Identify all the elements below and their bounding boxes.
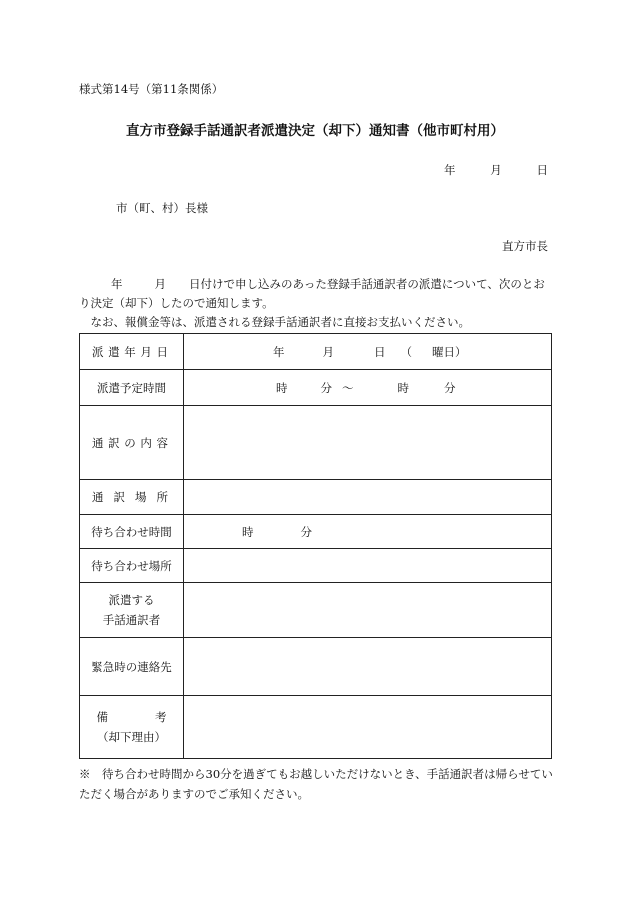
date-year: 年 <box>444 163 456 177</box>
row-meeting-time <box>80 515 552 549</box>
emergency-contact-value[interactable] <box>184 638 552 696</box>
place-value[interactable] <box>184 480 552 515</box>
row-interpreter <box>80 583 552 638</box>
dispatch-date-weekday-open: （ <box>400 344 412 359</box>
interpreter-label-line1: 派遣する <box>108 593 155 607</box>
body-paragraph-1-text: 日付けで申し込みのあった登録手話通訳者の派遣について、次のとおり決定（却下）したので通知します。 <box>79 277 545 310</box>
meeting-time-value[interactable] <box>184 515 552 549</box>
meeting-hour: 時 <box>242 524 254 539</box>
interpreter-label-line2: 手話通訳者 <box>102 613 161 627</box>
row-remarks <box>80 696 552 759</box>
row-place <box>80 480 552 515</box>
place-label: 通 訳 場 所 <box>80 480 184 515</box>
dispatch-date-weekday: 曜日） <box>432 344 467 359</box>
meeting-time-label: 待ち合わせ時間 <box>80 515 184 549</box>
page-title: 直方市登録手話通訳者派遣決定（却下）通知書（他市町村用） <box>126 123 504 139</box>
dispatch-date-label <box>80 334 184 370</box>
date-day: 日 <box>536 163 548 177</box>
row-scheduled-time <box>80 370 552 406</box>
remarks-sub-label: （却下理由） <box>97 730 166 744</box>
dispatch-date-year: 年 <box>273 344 285 359</box>
meeting-minute: 分 <box>300 524 312 539</box>
form-number: 様式第14号（第11条関係） <box>79 82 224 96</box>
meeting-place-value[interactable] <box>184 549 552 583</box>
body-text <box>79 275 551 332</box>
body-year: 年 <box>111 277 123 291</box>
scheduled-time-value[interactable] <box>184 370 552 406</box>
dispatch-table <box>79 333 552 759</box>
row-meeting-place <box>80 549 552 583</box>
remarks-label <box>80 696 184 759</box>
dispatch-date-day: 日 <box>374 344 386 359</box>
remarks-value[interactable] <box>184 696 552 759</box>
body-month: 月 <box>154 277 166 291</box>
body-paragraph-2: なお、報償金等は、派遣される登録手話通訳者に直接お支払いください。 <box>90 315 470 329</box>
content-label: 通 訳 の 内 容 <box>80 406 184 480</box>
scheduled-tilde: ～ <box>342 380 354 395</box>
scheduled-hour-start: 時 <box>276 380 288 395</box>
dispatch-date-label-text: 派 遣 年 月 日 <box>92 344 168 359</box>
row-content <box>80 406 552 480</box>
date-line <box>444 162 548 178</box>
scheduled-hour-end: 時 <box>397 380 409 395</box>
meeting-place-label: 待ち合わせ場所 <box>80 549 184 583</box>
dispatch-date-month: 月 <box>322 344 334 359</box>
scheduled-minute-start: 分 <box>320 380 332 395</box>
sender: 直方市長 <box>502 239 548 253</box>
dispatch-date-value[interactable] <box>184 334 552 370</box>
interpreter-label <box>80 583 184 638</box>
emergency-contact-label: 緊急時の連絡先 <box>80 638 184 696</box>
row-emergency-contact <box>80 638 552 696</box>
row-dispatch-date <box>80 334 552 370</box>
addressee: 市（町、村）長様 <box>116 201 208 215</box>
scheduled-time-label: 派遣予定時間 <box>80 370 184 406</box>
scheduled-minute-end: 分 <box>444 380 456 395</box>
date-month: 月 <box>490 163 502 177</box>
footnote: ※ 待ち合わせ時間から30分を過ぎてもお越しいただけないとき、手話通訳者は帰らせていただく場合がありますのでご承知ください。 <box>79 767 553 801</box>
content-value[interactable] <box>184 406 552 480</box>
interpreter-value[interactable] <box>184 583 552 638</box>
body-paragraph-1 <box>79 275 551 313</box>
remarks-label-text: 備 考 <box>96 710 167 724</box>
